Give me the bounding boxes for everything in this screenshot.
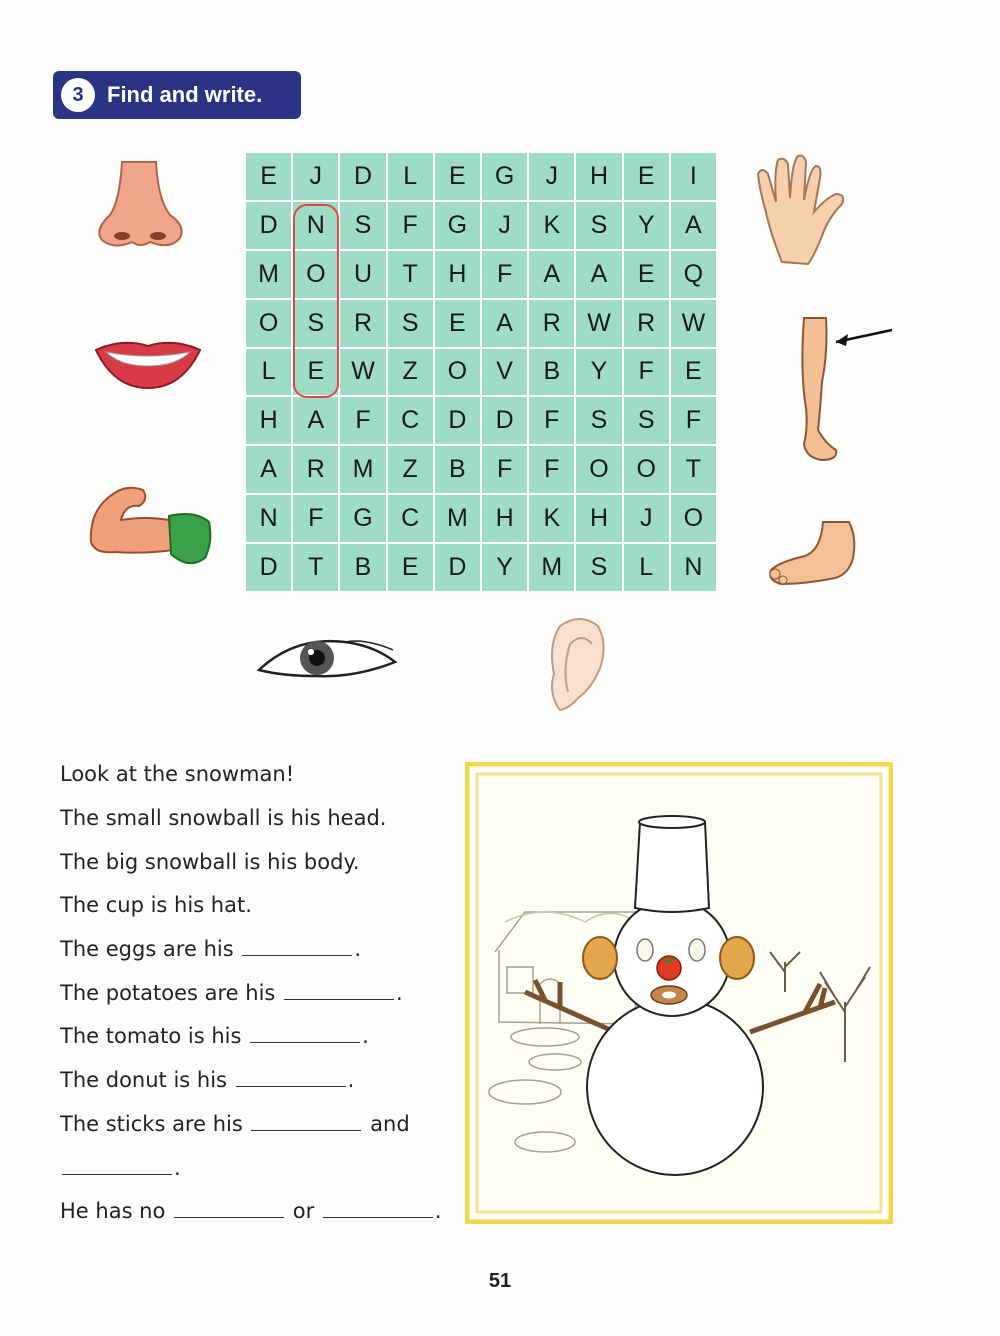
exercise-title: Find and write.	[107, 82, 263, 107]
grid-cell[interactable]: D	[482, 397, 527, 444]
grid-cell[interactable]: B	[340, 544, 385, 591]
grid-cell[interactable]: O	[624, 446, 669, 493]
sentence-3: The big snowball is his body.	[60, 850, 360, 874]
sentence-8: The donut is his .	[60, 1068, 355, 1092]
grid-cell[interactable]: F	[340, 397, 385, 444]
grid-cell[interactable]: J	[529, 153, 574, 200]
grid-cell[interactable]: E	[293, 349, 338, 396]
grid-cell[interactable]: R	[293, 446, 338, 493]
grid-cell[interactable]: M	[529, 544, 574, 591]
grid-cell[interactable]: O	[435, 349, 480, 396]
grid-cell[interactable]: R	[624, 300, 669, 347]
snowman-hat	[635, 822, 709, 912]
grid-cell[interactable]: S	[340, 202, 385, 249]
snowman-picture	[465, 762, 893, 1224]
grid-cell[interactable]: R	[340, 300, 385, 347]
grid-cell[interactable]: W	[340, 349, 385, 396]
grid-cell[interactable]: O	[671, 495, 716, 542]
answer-highlight-nose	[293, 204, 339, 398]
grid-cell[interactable]: K	[529, 202, 574, 249]
grid-cell[interactable]: E	[624, 153, 669, 200]
grid-cell[interactable]: H	[576, 495, 621, 542]
grid-cell[interactable]: F	[529, 397, 574, 444]
snowman-nose	[657, 956, 681, 980]
grid-cell[interactable]: H	[435, 251, 480, 298]
snowman-eye-left	[637, 939, 653, 961]
grid-cell[interactable]: G	[340, 495, 385, 542]
grid-cell[interactable]: E	[671, 349, 716, 396]
sentence-6: The potatoes are his .	[60, 981, 403, 1005]
grid-cell[interactable]: S	[388, 300, 433, 347]
answer-blank-hands[interactable]	[62, 1156, 172, 1175]
grid-cell[interactable]: E	[624, 251, 669, 298]
grid-cell[interactable]: Y	[624, 202, 669, 249]
grid-cell[interactable]: Z	[388, 446, 433, 493]
grid-cell[interactable]: C	[388, 495, 433, 542]
grid-cell[interactable]: L	[624, 544, 669, 591]
grid-cell[interactable]: Y	[576, 349, 621, 396]
grid-cell[interactable]: T	[671, 446, 716, 493]
sentence-4: The cup is his hat.	[60, 893, 252, 917]
arm-icon	[85, 480, 215, 575]
ear-icon	[540, 614, 610, 714]
snowman-ear-right	[720, 937, 754, 979]
grid-cell[interactable]: R	[529, 300, 574, 347]
grid-cell[interactable]: M	[435, 495, 480, 542]
answer-blank-eyes[interactable]	[242, 937, 352, 956]
grid-cell[interactable]: K	[529, 495, 574, 542]
grid-cell[interactable]: A	[246, 446, 291, 493]
grid-cell[interactable]: N	[671, 544, 716, 591]
sentence-9: The sticks are his and	[60, 1112, 410, 1136]
grid-cell[interactable]: E	[388, 544, 433, 591]
grid-cell[interactable]: S	[576, 202, 621, 249]
grid-cell[interactable]: O	[576, 446, 621, 493]
grid-cell[interactable]: L	[246, 349, 291, 396]
grid-cell[interactable]: S	[624, 397, 669, 444]
snowman-body	[587, 999, 763, 1175]
grid-cell[interactable]: E	[435, 300, 480, 347]
grid-cell[interactable]: J	[624, 495, 669, 542]
grid-cell[interactable]: C	[388, 397, 433, 444]
answer-blank-arms[interactable]	[251, 1112, 361, 1131]
foot-icon	[765, 518, 860, 593]
answer-blank-ears[interactable]	[284, 981, 394, 1000]
grid-cell[interactable]: A	[293, 397, 338, 444]
grid-cell[interactable]: S	[576, 397, 621, 444]
sentence-10: He has no or .	[60, 1199, 442, 1223]
answer-blank-mouth[interactable]	[236, 1068, 346, 1087]
grid-cell[interactable]: F	[388, 202, 433, 249]
grid-cell[interactable]: S	[293, 300, 338, 347]
grid-cell[interactable]: Z	[388, 349, 433, 396]
grid-cell[interactable]: F	[624, 349, 669, 396]
page-number: 51	[488, 1270, 512, 1292]
grid-cell[interactable]: H	[576, 153, 621, 200]
grid-cell[interactable]: Y	[482, 544, 527, 591]
grid-cell[interactable]: G	[482, 153, 527, 200]
grid-cell[interactable]: T	[293, 544, 338, 591]
grid-cell[interactable]: H	[246, 397, 291, 444]
answer-blank-feet[interactable]	[323, 1199, 433, 1218]
answer-blank-nose[interactable]	[250, 1024, 360, 1043]
grid-cell[interactable]: S	[576, 544, 621, 591]
grid-cell[interactable]: G	[435, 202, 480, 249]
grid-cell[interactable]: A	[482, 300, 527, 347]
grid-cell[interactable]: F	[671, 397, 716, 444]
grid-cell[interactable]: I	[671, 153, 716, 200]
grid-cell[interactable]: N	[293, 202, 338, 249]
grid-cell[interactable]: F	[293, 495, 338, 542]
snowman-eye-right	[689, 939, 705, 961]
grid-cell[interactable]: T	[388, 251, 433, 298]
grid-cell[interactable]: M	[340, 446, 385, 493]
grid-cell[interactable]: F	[482, 446, 527, 493]
grid-cell[interactable]: B	[529, 349, 574, 396]
mouth-icon	[92, 336, 204, 392]
grid-cell[interactable]: A	[576, 251, 621, 298]
grid-cell[interactable]: D	[340, 153, 385, 200]
sentence-2: The small snowball is his head.	[60, 806, 387, 830]
grid-cell[interactable]: D	[246, 544, 291, 591]
grid-cell[interactable]: U	[340, 251, 385, 298]
grid-cell[interactable]: L	[388, 153, 433, 200]
exercise-header	[53, 71, 301, 119]
sentence-5: The eggs are his .	[60, 937, 362, 961]
nose-icon	[92, 160, 187, 250]
sentence-1: Look at the snowman!	[60, 762, 295, 786]
grid-cell[interactable]: F	[482, 251, 527, 298]
grid-cell[interactable]: J	[293, 153, 338, 200]
grid-cell[interactable]: D	[246, 202, 291, 249]
exercise-number: 3	[61, 78, 95, 112]
grid-cell[interactable]: A	[671, 202, 716, 249]
grid-cell[interactable]: H	[482, 495, 527, 542]
grid-cell[interactable]: W	[671, 300, 716, 347]
grid-cell[interactable]: F	[529, 446, 574, 493]
grid-cell[interactable]: B	[435, 446, 480, 493]
grid-cell[interactable]: J	[482, 202, 527, 249]
grid-cell[interactable]: D	[435, 397, 480, 444]
answer-blank-legs[interactable]	[174, 1199, 284, 1218]
grid-cell[interactable]: E	[435, 153, 480, 200]
sentence-9-continued: .	[60, 1156, 181, 1180]
sentence-7: The tomato is his .	[60, 1024, 369, 1048]
hand-icon	[752, 152, 852, 267]
eye-icon	[255, 630, 400, 682]
grid-cell[interactable]: V	[482, 349, 527, 396]
grid-cell[interactable]: A	[529, 251, 574, 298]
grid-cell[interactable]: O	[293, 251, 338, 298]
leg-icon	[792, 312, 902, 464]
grid-cell[interactable]: M	[246, 251, 291, 298]
grid-cell[interactable]: E	[246, 153, 291, 200]
grid-cell[interactable]: O	[246, 300, 291, 347]
grid-cell[interactable]: D	[435, 544, 480, 591]
grid-cell[interactable]: W	[576, 300, 621, 347]
grid-cell[interactable]: N	[246, 495, 291, 542]
snowman-ear-left	[583, 937, 617, 979]
grid-cell[interactable]: Q	[671, 251, 716, 298]
